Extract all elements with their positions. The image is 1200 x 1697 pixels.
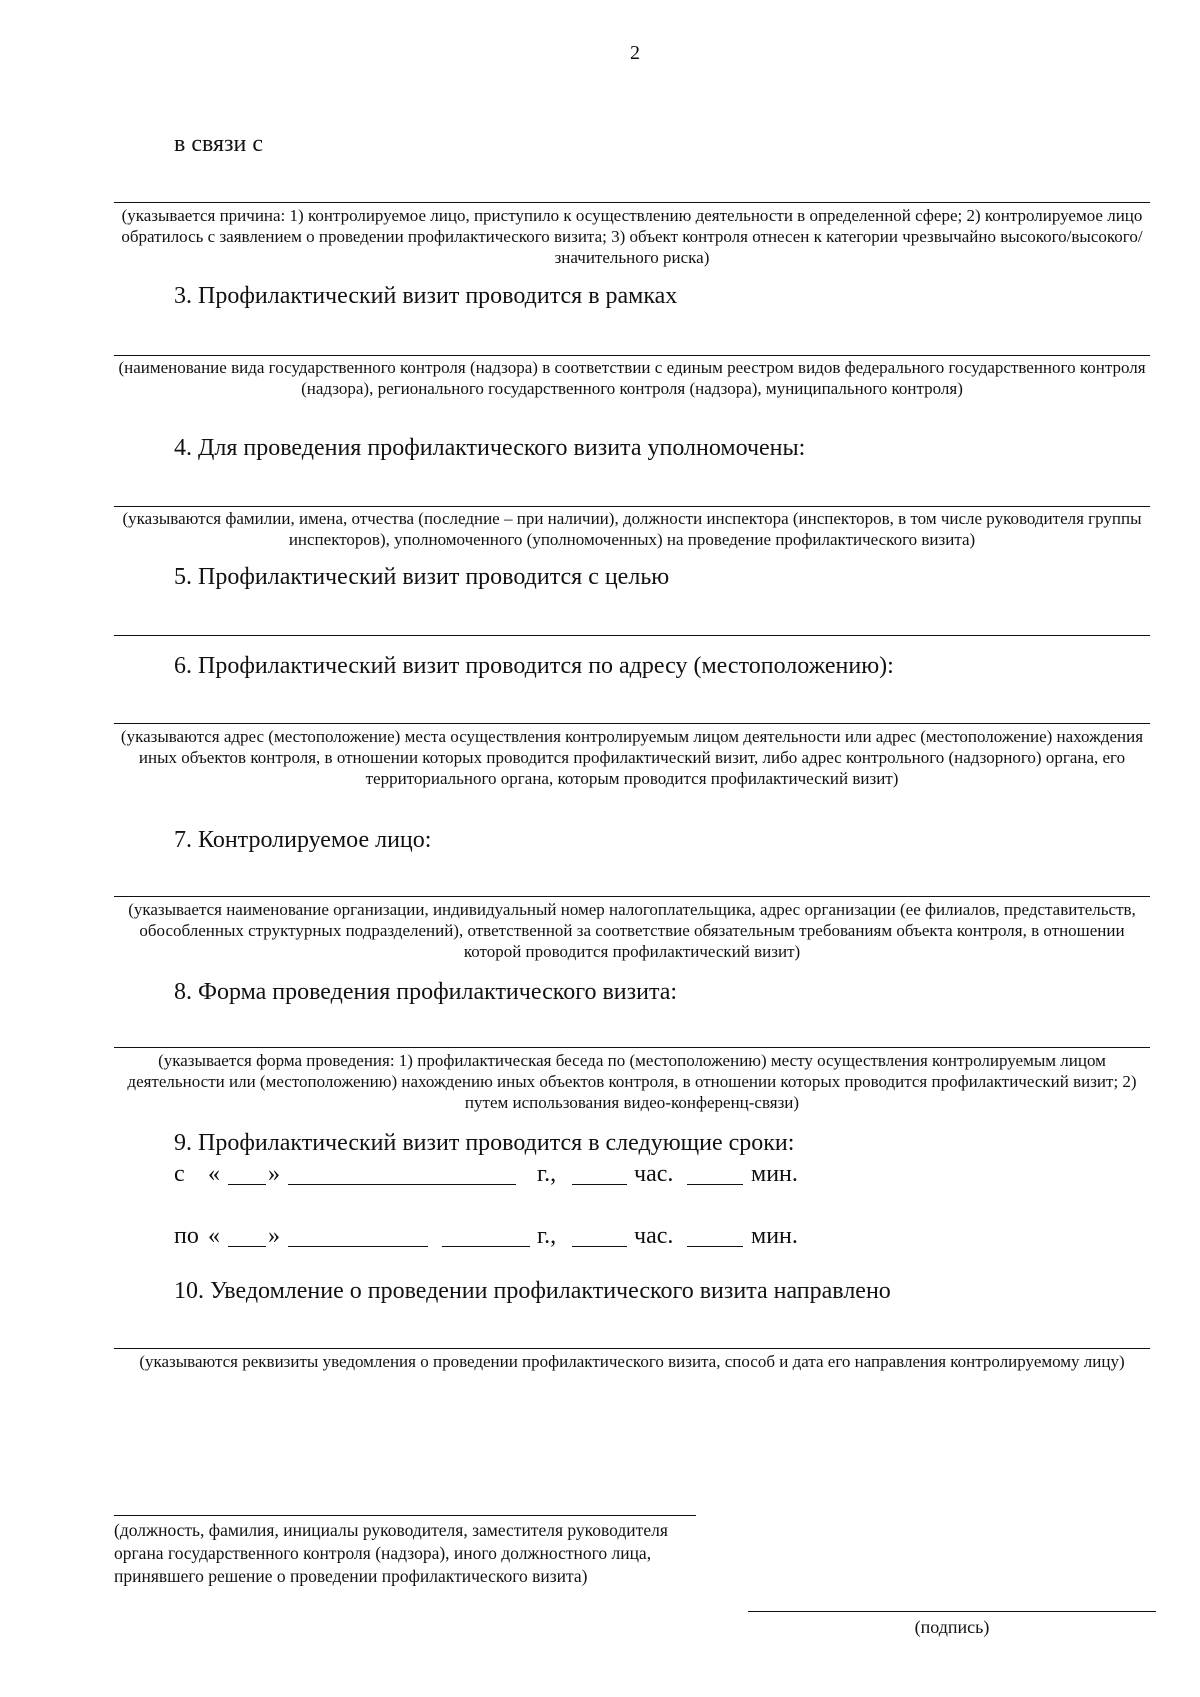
section-8-title: 8. Форма проведения профилактического визита: xyxy=(174,979,678,1005)
section-7-title: 7. Контролируемое лицо: xyxy=(174,827,432,853)
signature-line[interactable] xyxy=(748,1611,1156,1612)
section-5-title: 5. Профилактический визит проводится с целью xyxy=(174,564,670,590)
section-5-line[interactable] xyxy=(114,635,1150,636)
to-year-label: г., xyxy=(537,1223,557,1249)
to-label: по xyxy=(174,1223,199,1249)
section-9-title: 9. Профилактический визит проводится в следующие сроки: xyxy=(174,1130,795,1156)
section-6-note: (указываются адрес (местоположение) места осуществления контролируемым лицом деятельности или адрес (местоположение) нахождения иных объектов контроля, в отношении которых проводится профилактический визит, либо адрес контрольного (надзорного) органа, его территориального органа, которым проводится профилактический визит) xyxy=(120,727,1144,788)
to-min-label: мин. xyxy=(751,1223,798,1249)
section-10-line[interactable] xyxy=(114,1348,1150,1349)
to-day-field[interactable] xyxy=(228,1246,266,1247)
section-8-note: (указывается форма проведения: 1) профилактическая беседа по (местоположению) месту осуществления контролируемым лицом деятельности или (местоположению) нахождению иных объектов контроля, в отношении которых проводится профилактический визит; 2) путем использования видео-конференц-связи) xyxy=(127,1051,1137,1112)
to-month-field[interactable] xyxy=(288,1246,428,1247)
section-3-note: (наименование вида государственного контроля (надзора) в соответствии с единым реестром видов федерального государственного контроля (надзора), регионального государственного контроля (надзора), муниципального контроля) xyxy=(118,358,1146,398)
section-7-note: (указывается наименование организации, индивидуальный номер налогоплательщика, адрес организации (ее филиалов, представительств, обособленных структурных подразделений), ответственной за соответствие обязательным требованиям объекта контроля, в отношении которой проводится профилактический визит) xyxy=(128,900,1136,961)
from-quote-close: » xyxy=(268,1161,280,1187)
reason-note: (указывается причина: 1) контролируемое лицо, приступило к осуществлению деятельности в определенной сфере; 2) контролируемое лицо обратилось с заявлением о проведении профилактического визита; 3) объект контроля отнесен к категории чрезвычайно высокого/высокого/значительного риска) xyxy=(121,206,1143,267)
from-quote-open: « xyxy=(208,1161,220,1187)
date-to-row xyxy=(174,1222,974,1254)
date-from-row xyxy=(174,1160,974,1192)
from-hour-field[interactable] xyxy=(572,1184,627,1185)
section-6-title: 6. Профилактический визит проводится по адресу (местоположению): xyxy=(174,653,894,679)
from-month-field[interactable] xyxy=(288,1184,516,1185)
to-hour-field[interactable] xyxy=(572,1246,627,1247)
section-4-note: (указываются фамилии, имена, отчества (последние – при наличии), должности инспектора (инспекторов, в том числе руководителя группы инспекторов), уполномоченного (уполномоченных) на проведение профилактического визита) xyxy=(122,509,1142,549)
section-8-line[interactable] xyxy=(114,1047,1150,1048)
from-year-label: г., xyxy=(537,1161,557,1187)
from-min-label: мин. xyxy=(751,1161,798,1187)
to-minute-field[interactable] xyxy=(687,1246,743,1247)
official-line[interactable] xyxy=(114,1515,696,1516)
signature-label: (подпись) xyxy=(914,1617,990,1637)
page-number: 2 xyxy=(630,42,640,64)
from-label: с xyxy=(174,1161,185,1187)
section-3-title: 3. Профилактический визит проводится в рамках xyxy=(174,283,678,309)
from-hour-label: час. xyxy=(634,1161,674,1187)
section-4-line[interactable] xyxy=(114,506,1150,507)
section-6-line[interactable] xyxy=(114,723,1150,724)
to-year-field[interactable] xyxy=(442,1246,530,1247)
to-quote-close: » xyxy=(268,1223,280,1249)
official-note: (должность, фамилия, инициалы руководителя, заместителя руководителя органа государственного контроля (надзора), иного должностного лица, принявшего решение о проведении профилактического визита) xyxy=(114,1520,668,1586)
section-7-line[interactable] xyxy=(114,896,1150,897)
intro-text: в связи с xyxy=(174,131,264,157)
section-3-line[interactable] xyxy=(114,355,1150,356)
to-hour-label: час. xyxy=(634,1223,674,1249)
section-10-note: (указываются реквизиты уведомления о проведении профилактического визита, способ и дата его направления контролируемому лицу) xyxy=(139,1352,1125,1371)
to-quote-open: « xyxy=(208,1223,220,1249)
reason-line[interactable] xyxy=(114,202,1150,203)
section-4-title: 4. Для проведения профилактического визита уполномочены: xyxy=(174,435,806,461)
from-minute-field[interactable] xyxy=(687,1184,743,1185)
section-10-title: 10. Уведомление о проведении профилактического визита направлено xyxy=(174,1278,891,1304)
from-day-field[interactable] xyxy=(228,1184,266,1185)
